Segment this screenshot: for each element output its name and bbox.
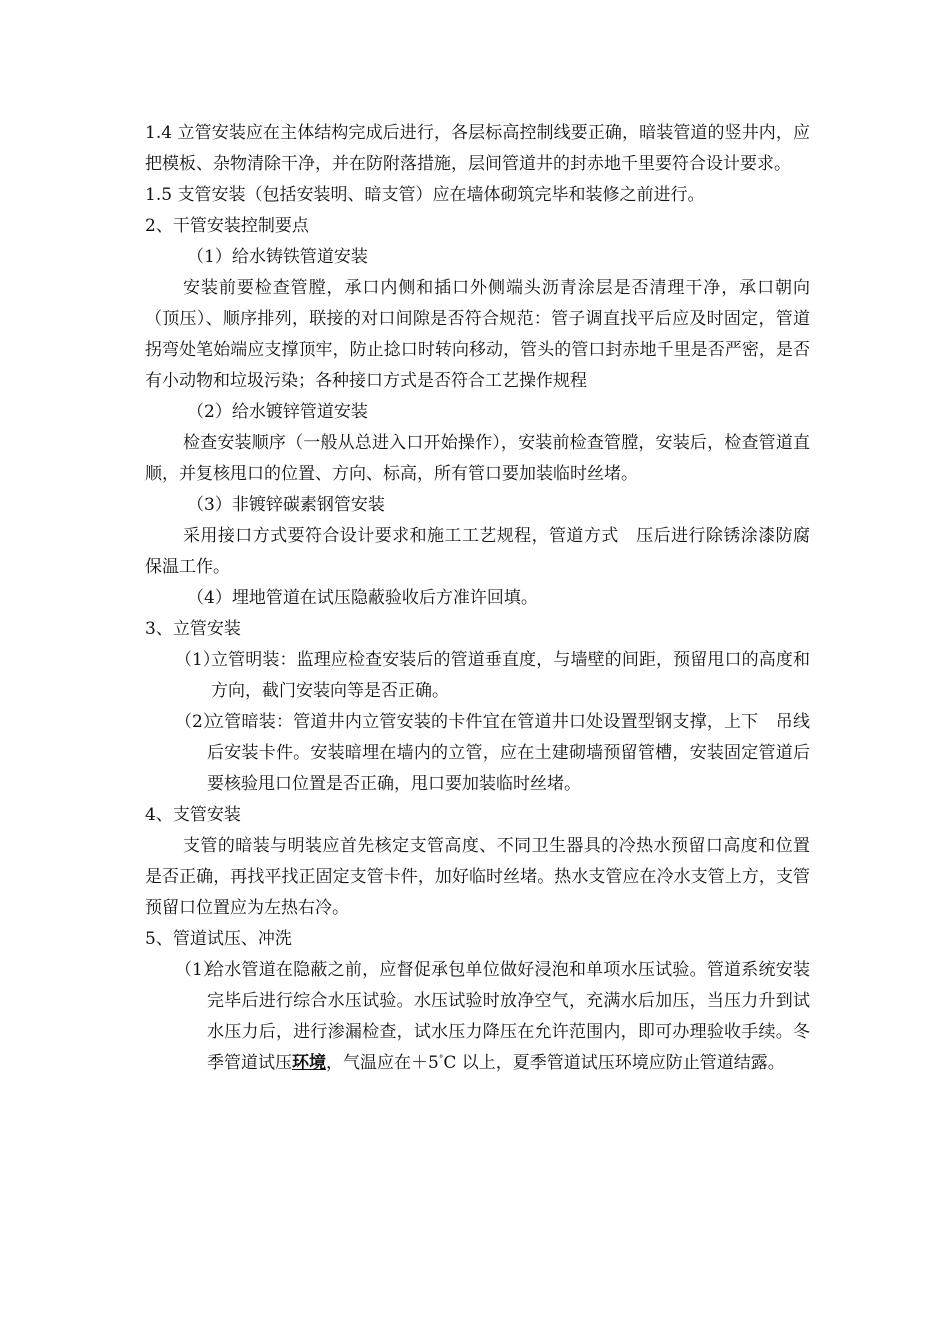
subheading-2-2: （2）给水镀锌管道安装 bbox=[187, 402, 368, 422]
subheading-2-4: （4）埋地管道在试压隐蔽验收后方准许回填。 bbox=[187, 588, 538, 608]
paragraph-2-3: 采用接口方式要符合设计要求和施工工艺规程，管道方式 压后进行除锈涂漆防腐保温工作。 bbox=[145, 526, 810, 577]
heading-section-5: 5、管道试压、冲洗 bbox=[145, 929, 292, 949]
heading-section-2: 2、干管安装控制要点 bbox=[145, 216, 309, 236]
list-text: 立管明装：监理应检查安装后的管道垂直度，与墙壁的间距，预留甩口的高度和方向，截门安装向等是否正确。 bbox=[211, 650, 810, 701]
list-text: 立管暗装：管道井内立管安装的卡件宜在管道井口处设置型钢支撑，上下 吊线后安装卡件。安装暗埋在墙内的立管，应在土建砌墙预留管槽，安装固定管道后要核验甩口位置是否正确，甩口要加装临时丝堵。 bbox=[207, 712, 810, 794]
paragraph-4: 支管的暗装与明装应首先核定支管高度、不同卫生器具的冷热水预留口高度和位置是否正确，再找平找正固定支管卡件，加好临时丝堵。热水支管应在冷水支管上方，支管预留口位置应为左热右冷。 bbox=[145, 836, 810, 918]
environment-link[interactable]: 环境 bbox=[292, 1053, 326, 1073]
subheading-2-1: （1）给水铸铁管道安装 bbox=[187, 247, 368, 267]
paragraph-2-1: 安装前要检查管膛，承口内侧和插口外侧端头沥青涂层是否清理干净，承口朝向（顶压）、顺序排列，联接的对口间隙是否符合规范：管子调直找平后应及时固定，管道拐弯处笔始端应支撑顶牢，防止捻口时转向移动，管头的管口封赤地千里是否严密，是否有小动物和垃圾污染；各种接口方式是否符合工艺操作规程 bbox=[145, 278, 810, 391]
list-number: （2） bbox=[175, 712, 220, 732]
document-page bbox=[145, 118, 810, 1079]
list-text-part-c: C 以上，夏季管道试压环境应防止管道结露。 bbox=[443, 1053, 785, 1073]
list-number: （1） bbox=[175, 960, 220, 980]
degree-symbol: ° bbox=[438, 1054, 444, 1065]
list-text-part-a: 给水管道在隐蔽之前，应督促承包单位做好浸泡和单项水压试验。管道系统安装完毕后进行综合水压试验。水压试验时放净空气，充满水后加压，当压力升到试水压力后，进行渗漏检查，试水压力降压在允许范围内，即可办理验收手续。冬季管道试压 bbox=[207, 960, 810, 1073]
heading-section-3: 3、立管安装 bbox=[145, 619, 241, 639]
subheading-2-3: （3）非镀锌碳素钢管安装 bbox=[187, 495, 385, 515]
list-item-3-1 bbox=[145, 645, 810, 707]
paragraph-1-4: 1.4 立管安装应在主体结构完成后进行，各层标高控制线要正确，暗装管道的竖井内，应把模板、杂物清除干净，并在防附落措施，层间管道井的封赤地千里要符合设计要求。 bbox=[145, 123, 810, 174]
paragraph-1-5: 1.5 支管安装（包括安装明、暗支管）应在墙体砌筑完毕和装修之前进行。 bbox=[145, 185, 705, 205]
list-text bbox=[207, 955, 810, 1079]
list-item-5-1 bbox=[145, 955, 810, 1079]
list-number: （1） bbox=[175, 650, 220, 670]
heading-section-4: 4、支管安装 bbox=[145, 805, 241, 825]
list-item-3-2 bbox=[145, 707, 810, 800]
list-text-part-b: ，气温应在＋5 bbox=[326, 1053, 439, 1073]
paragraph-2-2: 检查安装顺序（一般从总进入口开始操作），安装前检查管膛，安装后，检查管道直顺，并复核甩口的位置、方向、标高，所有管口要加装临时丝堵。 bbox=[145, 433, 810, 484]
